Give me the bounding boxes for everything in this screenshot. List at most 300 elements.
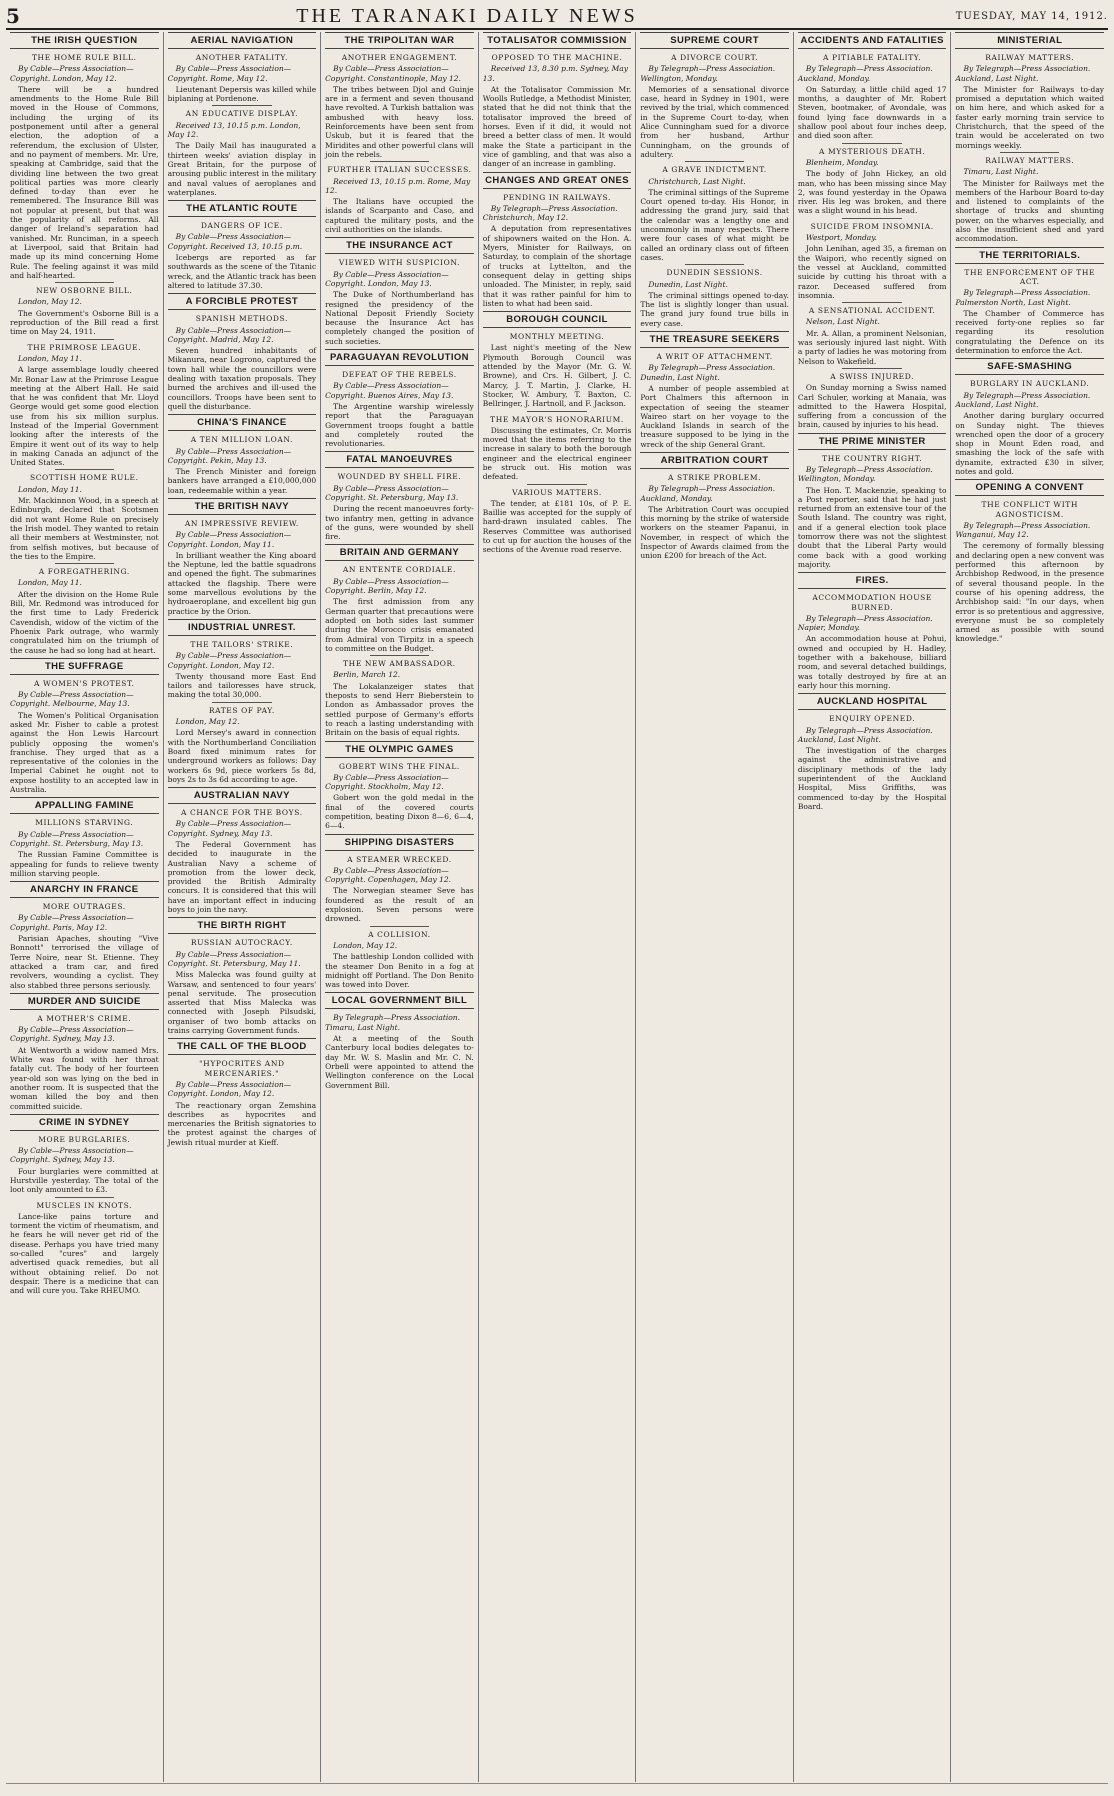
article-text: In brilliant weather the King aboard the Neptune, led the battle squadrons and opened the fight. The submarines attacked the flagship. There were some marvellous evolutions by the hydroaeroplane, and excellent big gun practice by the Orion. xyxy=(167,550,317,616)
article-subheading: AN IMPRESSIVE REVIEW. xyxy=(184,518,299,528)
article xyxy=(798,572,947,690)
article-body xyxy=(168,1080,317,1147)
article-body xyxy=(10,354,159,468)
section-divider xyxy=(527,411,586,412)
article-heading: THE BRITISH NAVY xyxy=(168,498,317,515)
article-text: The Minister for Railways to-day promised a deputation which waited on him here, and which asked for a faster early morning train service to Christchurch, that the speed of the train would be accelerated on two mornings weekly. xyxy=(955,84,1105,150)
cable-dateline: Christchurch, Last Night. xyxy=(648,176,746,186)
article-body xyxy=(10,297,159,336)
article xyxy=(640,32,789,159)
cable-dateline: London, May 11. xyxy=(18,578,82,588)
article xyxy=(168,414,317,495)
article-text: At a meeting of the South Canterbury local bodies delegates to-day Mr. W. S. Maslin and Mr. C. N. Orbell were appointed to attend the Wellington conference on the Local Government Bill. xyxy=(325,1034,474,1090)
article xyxy=(483,484,632,555)
section-divider xyxy=(212,702,271,703)
article-body xyxy=(10,913,159,989)
article-text: A deputation from representatives of shipowners waited on the Hon. A. Myers, Minister for Railways, on Saturday, to complain of the shortage of trucks at Lyttelton, and the consequent delay in getting ships unloaded. The Minister, in reply, said that it was rather painful for him to listen to what had been said. xyxy=(482,224,632,308)
article xyxy=(955,247,1104,356)
article xyxy=(798,143,947,216)
article xyxy=(168,917,317,1035)
article xyxy=(168,498,317,616)
article-text: At the Totalisator Commission Mr. Woolls Rutledge, a Methodist Minister, stated that he did not think that the totalisator improved the breed of horses. Even if it did, it would not breed a better class of men. It would make the State a participant in the vice of gambling, and that was also a danger of an increase in gambling. xyxy=(482,84,632,169)
section-divider xyxy=(55,469,114,470)
article-subheading: VARIOUS MATTERS. xyxy=(512,487,602,497)
article xyxy=(10,469,159,561)
article-subheading: RUSSIAN AUTOCRACY. xyxy=(190,938,293,948)
article-text: Lord Mersey's award in connection with the Northumberland Conciliation Board fixed minimum rates for underground workers as follows: Day workers 6s 9d, piece workers 5s 8d, boys 2s to 3s 6d according to age. xyxy=(167,728,317,784)
section-divider xyxy=(842,368,901,369)
article-body xyxy=(168,530,317,616)
article-heading: MURDER AND SUICIDE xyxy=(10,993,159,1010)
article-body xyxy=(325,866,474,924)
article-text: Four burglaries were committed at Hurstville yesterday. The total of the loot only amounted to £3. xyxy=(10,1166,159,1195)
article xyxy=(798,368,947,430)
cable-dateline: By Telegraph—Press Association. Wellington, Monday. xyxy=(797,464,933,484)
cable-dateline: By Telegraph—Press Association. Dunedin, Last Night. xyxy=(640,363,776,382)
article-subheading: DEFEAT OF THE REBELS. xyxy=(342,370,457,380)
article-body xyxy=(955,167,1104,243)
article-heading: BOROUGH COUNCIL xyxy=(483,311,632,328)
article xyxy=(798,302,947,366)
article-body xyxy=(483,343,632,408)
article-text: There will be a hundred amendments to the Home Rule Bill moved in the House of Commons, including the urging of its postponement until after a general election, the adoption of a referendum, the exclusion of Ulster, and no payment of members. Mr. Ure, speaking at Cambridge, said that the dividing line between the two great political parties was more clearly defined to-day than ever he remembered. The Insurance Bill was not popular at present, but that was the popularity of all reforms. All danger of Ireland's separation had vanished. Mr. Runciman, in a speech at Liverpool, said that Britain had made up its mind concerning Home Rule. The feeling against it was mild and half-hearted. xyxy=(10,84,159,280)
section-divider xyxy=(842,302,901,303)
section-divider xyxy=(1000,152,1059,153)
article-body xyxy=(325,177,474,235)
section-divider xyxy=(842,143,901,144)
article-text: Seven hundred inhabitants of Mikanura, near Logrono, captured the town hall while the councillors were dealing with taxation proposals. They burned the archives and ill-used the councillors. Troops have been sent to quell the disturbance. xyxy=(167,346,317,411)
article-subheading: VIEWED WITH SUSPICION. xyxy=(338,258,461,268)
news-column-2 xyxy=(163,32,321,1782)
article xyxy=(10,339,159,468)
article-subheading: RATES OF PAY. xyxy=(208,705,275,715)
article-body xyxy=(798,383,947,429)
article-body xyxy=(955,288,1104,355)
article-body xyxy=(483,499,632,555)
cable-dateline: Westport, Monday. xyxy=(805,233,877,243)
article xyxy=(10,32,159,280)
article-text: During the recent manoeuvres forty-two infantry men, getting in advance of the guns, were wounded by shell fire. xyxy=(325,504,474,542)
article xyxy=(325,32,474,159)
article-text: The Federal Government has decided to inaugurate in the Australian Navy a scheme of promotion from the lower deck, provided the British Admiralty concurs. It is considered that this will have an important effect in inducing boys to join the navy. xyxy=(167,840,317,915)
cable-dateline: By Telegraph—Press Association. Auckland, Last Night. xyxy=(955,390,1091,409)
article-heading: THE SUFFRAGE xyxy=(10,658,159,675)
article-body xyxy=(640,177,789,263)
cable-dateline: By Telegraph—Press Association. Auckland, Monday. xyxy=(797,64,933,83)
article-text: Parisian Apaches, shouting "Vive Bonnott" terrorised the village of Terre Noire, near St. Etienne. They attacked a tram car, and fired revolvers, wounding a cyclist. They also stabbed three persons seriously. xyxy=(10,934,159,990)
article-text: Memories of a sensational divorce case, heard in Sydney in 1901, were revived by the trial, which commenced in the Supreme Court to-day, when Alice Cunningham sued for a divorce from her husband, Arthur Cunningham, on the grounds of adultery. xyxy=(640,84,789,159)
article-text: The Daily Mail has inaugurated a thirteen weeks' aviation display in Great Britain, for the purpose of arousing public interest in the military and naval values of aeroplanes and waterplanes. xyxy=(167,141,317,197)
cable-dateline: By Cable—Press Association—Copyright. Buenos Aires, May 13. xyxy=(325,381,454,400)
cable-dateline: By Cable—Press Association—Copyright. London, May 13. xyxy=(325,269,449,288)
article-text: The battleship London collided with the steamer Don Benito in a fog at midnight off Portland. The Don Benito was towed into Dover. xyxy=(325,952,474,990)
cable-dateline: By Telegraph—Press Association. Timaru, Last Night. xyxy=(325,1013,460,1032)
article-subheading: PENDING IN RAILWAYS. xyxy=(503,192,611,202)
article-subheading: A MYSTERIOUS DEATH. xyxy=(818,146,926,156)
article xyxy=(325,451,474,541)
article-subheading: DANGERS OF ICE. xyxy=(200,221,283,231)
article-subheading: A GRAVE INDICTMENT. xyxy=(662,165,767,175)
article-body xyxy=(168,819,317,914)
article xyxy=(325,926,474,990)
article xyxy=(10,993,159,1111)
article-body xyxy=(798,726,947,812)
article xyxy=(483,172,632,309)
article-text: The tender, at £181 10s, of P. E. Baillie was accepted for the supply of hard-drawn insulated cables. The Reserves Committee was authorised to cut up for auction the houses of the sections of the Avenue road reserve. xyxy=(482,498,632,555)
article-body xyxy=(10,578,159,654)
cable-dateline: By Cable—Press Association—Copyright. Paris, May 12. xyxy=(10,913,134,932)
article-text: The Russian Famine Committee is appealing for funds to relieve twenty million starving people. xyxy=(10,850,159,878)
cable-dateline: By Cable—Press Association—Copyright. St. Petersburg, May 13. xyxy=(10,829,144,848)
cable-dateline: By Cable—Press Association—Copyright. Sydney, May 13. xyxy=(10,1146,134,1165)
article-subheading: NEW OSBORNE BILL. xyxy=(36,286,133,296)
article-subheading: MORE BURGLARIES. xyxy=(38,1134,131,1144)
article-body xyxy=(168,232,317,290)
cable-dateline: Received 13, 8.30 p.m. Sydney, May 13. xyxy=(482,64,629,83)
article-heading: THE TREASURE SEEKERS xyxy=(640,331,789,348)
article-text: John Lenihan, aged 35, a fireman on the Waipori, who recently signed on the vessel at Auckland, committed suicide by cutting his throat with a razor. Deceased suffered from insomnia. xyxy=(797,244,947,300)
article-subheading: A COLLISION. xyxy=(368,929,431,939)
article-subheading: THE TAILORS' STRIKE. xyxy=(190,639,294,649)
masthead xyxy=(6,4,1108,30)
article-text: After the division on the Home Rule Bill, Mr. Redmond was introduced for the first time to Lady Frederick Cavendish, widow of the victim of the Phoenix Park outrage, who warmly congratulated him on the triumph of the cause he had so long had at heart. xyxy=(10,589,159,655)
article-text: The investigation of the charges against the administrative and disciplinary methods of the lady superintendent of the Auckland Hospital, Miss Griffiths, was commenced to-day by the Hospital Board. xyxy=(797,746,947,811)
article-subheading: DUNEDIN SESSIONS. xyxy=(666,268,763,278)
article-heading: PARAGUAYAN REVOLUTION xyxy=(325,349,474,366)
article xyxy=(168,200,317,290)
article-subheading: A DIVORCE COURT. xyxy=(671,53,759,62)
article-body xyxy=(168,64,317,103)
article-text: The reactionary organ Zemshina describes as hypocrites and mercenaries the British signatories to the protest against the charges of Jewish ritual murder at Kieff. xyxy=(167,1100,317,1147)
cable-dateline: By Cable—Press Association—Copyright. London, May 12. xyxy=(167,651,292,670)
article-body xyxy=(325,773,474,831)
article-body xyxy=(798,614,947,690)
article-body xyxy=(640,484,789,560)
article-body xyxy=(325,941,474,989)
article-body xyxy=(483,64,632,168)
article-body xyxy=(325,577,474,653)
cable-dateline: By Cable—Press Association—Copyright. Sydney, May 13. xyxy=(167,819,292,838)
cable-dateline: Nelson, Last Night. xyxy=(805,317,880,327)
article-subheading: FURTHER ITALIAN SUCCESSES. xyxy=(327,165,472,175)
article-text: Last night's meeting of the New Plymouth Borough Council was attended by the Mayor (Mr. G. W. Browne), and Crs. H. Gilbert, J. C. Marcy, J. T. Martin, J. Clarke, H. Stocker, W. Ambury, T. Baxton, C. Bellringer, J. Hartnoll, and F. Jackson. xyxy=(482,343,632,409)
article-body xyxy=(168,651,317,699)
news-column-1 xyxy=(6,32,163,1782)
article xyxy=(10,658,159,795)
article-subheading: THE MAYOR'S HONORARIUM. xyxy=(490,414,624,424)
article-subheading: THE CONFLICT WITH AGNOSTICISM. xyxy=(981,500,1079,519)
cable-dateline: By Telegraph—Press Association. Wellington, Monday. xyxy=(640,64,776,83)
cable-dateline: By Cable—Press Association—Copyright. Stockholm, May 12. xyxy=(325,772,449,792)
article-heading: THE TERRITORIALS. xyxy=(955,247,1104,264)
article-body xyxy=(483,204,632,308)
article-subheading: WOUNDED BY SHELL FIRE. xyxy=(337,472,462,482)
article-text: The criminal sittings opened to-day. The list is slightly longer than usual. The grand jury found true bills in every case. xyxy=(640,290,789,328)
article-text: The Government's Osborne Bill is a reproduction of the Bill read a first time on May 24, 1911. xyxy=(10,308,159,337)
article xyxy=(325,349,474,448)
section-divider xyxy=(370,161,429,162)
section-divider xyxy=(55,1197,114,1198)
cable-dateline: London, May 12. xyxy=(18,297,82,307)
section-divider xyxy=(842,218,901,219)
article-body xyxy=(955,521,1104,644)
cable-dateline: By Telegraph—Press Association. Auckland, Last Night. xyxy=(955,64,1091,83)
issue-date: TUESDAY, MAY 14, 1912. xyxy=(955,10,1108,22)
article-heading: SHIPPING DISASTERS xyxy=(325,834,474,851)
article xyxy=(325,544,474,653)
article-heading: THE OLYMPIC GAMES xyxy=(325,741,474,758)
cable-dateline: London, May 12. xyxy=(175,717,240,727)
section-divider xyxy=(370,655,429,656)
article-text: Gobert won the gold medal in the final of the covered courts competition, beating Dixon 8—6, 6—4, 6—4. xyxy=(325,793,474,831)
article-subheading: OPPOSED TO THE MACHINE. xyxy=(491,53,623,62)
article-subheading: A STEAMER WRECKED. xyxy=(347,854,452,864)
article-text: A number of people assembled at Port Chalmers this afternoon in expectation of seeing the steamer Waireo start on her voyage to the Auckland Islands in search of the treasure supposed to be lying in the wreck of the ship General Grant. xyxy=(640,383,789,449)
cable-dateline: By Telegraph—Press Association. Palmerston North, Last Night. xyxy=(955,288,1091,307)
article-text: The body of John Hickey, an old man, who has been missing since May 2, was found yesterday in the Opawa river. His leg was broken, and there was a slight wound in his head. xyxy=(797,169,947,216)
cable-dateline: By Cable—Press Association—Copyright. Constantinople, May 12. xyxy=(325,64,461,83)
article-heading: BRITAIN AND GERMANY xyxy=(325,544,474,561)
article-subheading: A WRIT OF ATTACHMENT. xyxy=(656,352,773,362)
article-subheading: THE COUNTRY RIGHT. xyxy=(822,453,923,463)
article-heading: THE PRIME MINISTER xyxy=(798,433,947,450)
news-column-3 xyxy=(320,32,478,1782)
article-text: Twenty thousand more East End tailors and tailoresses have struck, making the total 30,000. xyxy=(167,671,317,700)
cable-dateline: By Cable—Press Association—Copyright. Rome, May 12. xyxy=(167,64,292,83)
newspaper-title: THE TARANAKI DAILY NEWS xyxy=(296,4,638,27)
article-heading: TOTALISATOR COMMISSION xyxy=(483,32,632,49)
news-column-7 xyxy=(950,32,1108,1782)
cable-dateline: London, May 11. xyxy=(18,353,82,363)
article xyxy=(325,992,474,1089)
article-body xyxy=(325,484,474,542)
article-body xyxy=(798,158,947,216)
article-text: Icebergs are reported as far southwards as the scene of the Titanic wreck, and the Atlantic track has been altered to latitude 37.30. xyxy=(167,253,317,290)
article-subheading: A SENSATIONAL ACCIDENT. xyxy=(808,306,936,316)
article-heading: A FORCIBLE PROTEST xyxy=(168,293,317,310)
article xyxy=(640,331,789,449)
article xyxy=(798,693,947,811)
cable-dateline: Timaru, Last Night. xyxy=(963,167,1039,177)
article-body xyxy=(168,326,317,412)
cable-dateline: By Cable—Press Association—Copyright. Madrid, May 12. xyxy=(167,325,292,344)
article-heading: CRIME IN SYDNEY xyxy=(10,1114,159,1131)
article-body xyxy=(168,950,317,1036)
cable-dateline: By Cable—Press Association—Copyright. St. Petersburg, May 13. xyxy=(325,483,459,502)
article-heading: APPALLING FAMINE xyxy=(10,797,159,814)
page-bottom-rule xyxy=(6,1783,1108,1792)
cable-dateline: By Cable—Press Association—Copyright. Pekin, May 13. xyxy=(167,446,292,465)
article-heading: LOCAL GOVERNMENT BILL xyxy=(325,992,474,1009)
cable-dateline: By Telegraph—Press Association. Christchurch, May 12. xyxy=(482,203,618,223)
article-heading: OPENING A CONVENT xyxy=(955,479,1104,496)
article-subheading: SCOTTISH HOME RULE. xyxy=(29,473,139,483)
cable-dateline: London, May 12. xyxy=(333,940,398,950)
article-text: The ceremony of formally blessing and declaring open a new convent was performed this afternoon by Archbishop Redwood, in the presence of several thousand people. In the course of his opening address, the Archbishop said: "In our days, when error is so pretentious and aggressive, everyone must be so completely armed as possible with sound knowledge." xyxy=(955,541,1105,644)
article-text: An accommodation house at Pohui, owned and occupied by H. Hadley, together with a bakehouse, billiard room, and several detached buildings, was totally destroyed by fire at an early hour this morning. xyxy=(797,634,947,690)
article-text: Mr. A. Allan, a prominent Nelsonian, was seriously injured last night. With a party of ladies he was motoring from Nelson to Wakefield. xyxy=(797,328,947,366)
article-text: The Hon. T. Mackenzie, speaking to a Post reporter, said that he had just returned from an extensive tour of the South Island. The country was right, and if a general election took place tomorrow there was not the slightest doubt that the Liberal Party would come back with a good working majority. xyxy=(797,485,947,569)
article xyxy=(325,834,474,924)
article xyxy=(955,152,1104,244)
article-body xyxy=(10,690,159,794)
cable-dateline: London, May 11. xyxy=(18,484,82,494)
article-text: Miss Malecka was found guilty at Warsaw, and sentenced to four years' penal servitude. The prosecution asserted that Miss Malecka was connected with Joseph Pilsudski, organiser of two bomb attacks on trains carrying Government funds. xyxy=(167,970,317,1036)
article-text: On Saturday, a little child aged 17 months, a daughter of Mr. Robert Steven, bootmaker, of Avondale, was found lying face downwards in a shallow pool about four inches deep, and died soon after. xyxy=(797,84,947,141)
article-subheading: A FOREGATHERING. xyxy=(38,567,130,577)
cable-dateline: By Telegraph—Press Association. Auckland, Monday. xyxy=(640,484,776,503)
cable-dateline: By Cable—Press Association—Copyright. London, May 12. xyxy=(10,64,134,83)
article-body xyxy=(640,64,789,159)
article-subheading: RAILWAY MATTERS. xyxy=(985,53,1075,62)
article-subheading: A CHANCE FOR THE BOYS. xyxy=(181,808,303,818)
section-divider xyxy=(55,563,114,564)
article-body xyxy=(955,64,1104,150)
cable-dateline: Dunedin, Last Night. xyxy=(648,279,728,289)
cable-dateline: By Cable—Press Association—Copyright. Sydney, May 13. xyxy=(10,1025,134,1044)
news-column-4 xyxy=(478,32,636,1782)
news-columns xyxy=(6,32,1108,1782)
article-heading: THE BIRTH RIGHT xyxy=(168,917,317,934)
article-subheading: THE ENFORCEMENT OF THE ACT. xyxy=(964,267,1096,286)
article-text: The criminal sittings of the Supreme Court opened to-day. His Honor, in addressing the grand jury, said that the calendar was a lengthy one and uncommonly in many respects. There were four cases of what might be called an ordinary class out of fifteen cases. xyxy=(640,187,789,262)
article-heading: THE CALL OF THE BLOOD xyxy=(168,1038,317,1055)
cable-dateline: By Cable—Press Association—Copyright. Received 13, 10.15 p.m. xyxy=(167,232,303,251)
article-text: On Sunday morning a Swiss named Carl Schuler, working at Manaia, was admitted to the Hawera Hospital, suffering from a concussion of the brain, caused by injuries to his head. xyxy=(797,383,947,430)
article-body xyxy=(325,1013,474,1089)
article-subheading: MORE OUTRAGES. xyxy=(42,902,126,912)
article-body xyxy=(640,363,789,449)
article-body xyxy=(798,233,947,300)
cable-dateline: By Cable—Press Association—Copyright. Copenhagen, May 12. xyxy=(325,865,452,885)
article-subheading: BURGLARY IN AUCKLAND. xyxy=(970,379,1090,389)
cable-dateline: By Telegraph—Press Association. Wanganui, May 12. xyxy=(955,520,1091,540)
article-heading: SAFE-SMASHING xyxy=(955,358,1104,375)
section-divider xyxy=(370,926,429,927)
article xyxy=(955,358,1104,476)
article-subheading: MONTHLY MEETING. xyxy=(509,332,605,342)
cable-dateline: By Cable—Press Association—Copyright. Berlin, May 12. xyxy=(325,576,449,596)
article-body xyxy=(10,485,159,561)
article-subheading: A SWISS INJURED. xyxy=(830,371,915,381)
article-text: The first admission from any German quarter that precautions were adopted on both sides last summer during the Morocco crisis emanated from Admiral von Tirpitz in a speech to committee on the Budget. xyxy=(325,597,474,653)
article xyxy=(10,881,159,990)
article-subheading: THE PRIMROSE LEAGUE. xyxy=(27,342,142,352)
article-heading: CHINA'S FINANCE xyxy=(168,414,317,431)
article xyxy=(955,32,1104,150)
article xyxy=(10,282,159,336)
article xyxy=(955,479,1104,643)
article-text: Lance-like pains torture and torment the victim of rheumatism, and he fears he will never get rid of the disease. Perhaps you have tried many so-called "cures" and largely advertised quack remedies, but all without obtaining relief. Do not despair. There is a medicine that can and will cure you. Take RHEUMO. xyxy=(10,1211,159,1296)
article-body xyxy=(325,381,474,448)
cable-dateline: By Cable—Press Association—Copyright. Melbourne, May 13. xyxy=(10,690,134,709)
article xyxy=(168,293,317,411)
article-subheading: MUSCLES IN KNOTS. xyxy=(36,1200,133,1210)
cable-dateline: Received 13, 10.15 p.m. Rome, May 12. xyxy=(325,176,471,195)
section-divider xyxy=(685,161,744,162)
article-text: The Duke of Northumberland has resigned the presidency of the National Deposit Friendly Society because the Insurance Act has completely changed the position of such societies. xyxy=(325,290,474,346)
article xyxy=(325,161,474,234)
article xyxy=(10,563,159,655)
article-body xyxy=(10,830,159,878)
section-divider xyxy=(685,264,744,265)
cable-dateline: By Cable—Press Association—Copyright. London, May 11. xyxy=(167,530,292,549)
article xyxy=(798,32,947,141)
article-heading: THE TRIPOLITAN WAR xyxy=(325,32,474,49)
cable-dateline: Received 13, 10.15 p.m. London, May 12. xyxy=(167,120,301,140)
article xyxy=(640,264,789,328)
article xyxy=(640,161,789,262)
article-heading: AUSTRALIAN NAVY xyxy=(168,787,317,804)
article-body xyxy=(325,670,474,737)
article-subheading: A WOMEN'S PROTEST. xyxy=(34,678,135,688)
article-text: The Women's Political Organisation asked Mr. Fisher to cable a protest against the Hon Lewis Harcourt publicly opposing the women's franchise. They urged that as a representative of the colonies in the Imperial Cabinet he ought not to expose hostility to an accepted law in Australia. xyxy=(10,710,159,795)
article-body xyxy=(483,426,632,482)
article xyxy=(168,619,317,700)
article-subheading: GOBERT WINS THE FINAL. xyxy=(338,761,460,771)
article-body xyxy=(10,64,159,280)
article xyxy=(10,797,159,878)
section-divider xyxy=(212,105,271,106)
article xyxy=(10,1114,159,1195)
section-divider xyxy=(527,484,586,485)
article-text: Another daring burglary occurred on Sunday night. The thieves wrenched open the door of a grocery shop in Mount Eden road, and smashing the lock of the safe with dynamite, extracted £30 in silver, notes and gold. xyxy=(955,411,1105,476)
article-text: The Norwegian steamer Seve has foundered as the result of an explosion. Seven persons were drowned. xyxy=(325,886,474,924)
article-heading: ARBITRATION COURT xyxy=(640,452,789,469)
article-heading: CHANGES AND GREAT ONES xyxy=(483,172,632,189)
article-text: Discussing the estimates, Cr. Morris moved that the items referring to the increase in salary to both the borough engineer and the electrical engineer be struck out. His motion was defeated. xyxy=(482,425,632,482)
article xyxy=(168,32,317,103)
article xyxy=(325,741,474,831)
cable-dateline: By Telegraph—Press Association. Auckland, Last Night. xyxy=(797,725,933,744)
article-body xyxy=(168,121,317,197)
article xyxy=(483,411,632,482)
article-text: The Italians have occupied the islands of Scarpanto and Caso, and captured the military posts, and the civil authorities on the islands. xyxy=(325,197,474,235)
article xyxy=(168,787,317,914)
article xyxy=(798,218,947,300)
article-body xyxy=(955,391,1104,477)
article-subheading: "HYPOCRITES AND MERCENARIES." xyxy=(199,1059,285,1078)
article-body xyxy=(168,447,317,495)
article-body xyxy=(798,465,947,569)
article-heading: ANARCHY IN FRANCE xyxy=(10,881,159,898)
article-heading: THE IRISH QUESTION xyxy=(10,32,159,49)
article-text: A large assemblage loudly cheered Mr. Bonar Law at the Primrose League meeting at the Albert Hall. He said that he was confident that Mr. Lloyd George would get some good election use from his six million surplus. Instead of the Imperial Government looking after the interests of the Empire it went out of its way to help in making Canada an adjunct of the United States. xyxy=(10,365,159,468)
news-column-5 xyxy=(635,32,793,1782)
article-heading: THE ATLANTIC ROUTE xyxy=(168,200,317,217)
article-text: The Lokalanzeiger states that theposts to send Herr Bieberstein to London as Ambassador proves the settled purpose of Germany's efforts to reach a lasting understanding with Britain on the basis of equal rights. xyxy=(325,681,474,738)
article-subheading: SPANISH METHODS. xyxy=(195,314,288,324)
article xyxy=(10,1197,159,1296)
article xyxy=(325,237,474,346)
article-text: At Wentworth a widow named Mrs. White was found with her throat fatally cut. The body of her fourteen year-old son was lying on the bed in another room. It is suspected that the woman killed the boy and then committed suicide. xyxy=(10,1045,159,1111)
article-subheading: ANOTHER FATALITY. xyxy=(195,53,288,62)
article xyxy=(325,655,474,737)
page-number: 5 xyxy=(6,4,20,28)
section-divider xyxy=(55,339,114,340)
article-subheading: RAILWAY MATTERS. xyxy=(985,155,1075,165)
article xyxy=(168,1038,317,1147)
article-body xyxy=(10,1212,159,1296)
article-body xyxy=(798,64,947,140)
article-text: The Arbitration Court was occupied this morning by the strike of waterside workers on the steamer Papanui, in November, in respect of which the Inspector of Awards claimed from the union £200 for breach of the Act. xyxy=(640,504,789,561)
article-subheading: SUICIDE FROM INSOMNIA. xyxy=(810,221,934,231)
article-heading: MINISTERIAL xyxy=(955,32,1104,49)
article-body xyxy=(640,280,789,328)
article-heading: AERIAL NAVIGATION xyxy=(168,32,317,49)
article xyxy=(798,433,947,570)
article-subheading: A STRIKE PROBLEM. xyxy=(668,472,762,482)
